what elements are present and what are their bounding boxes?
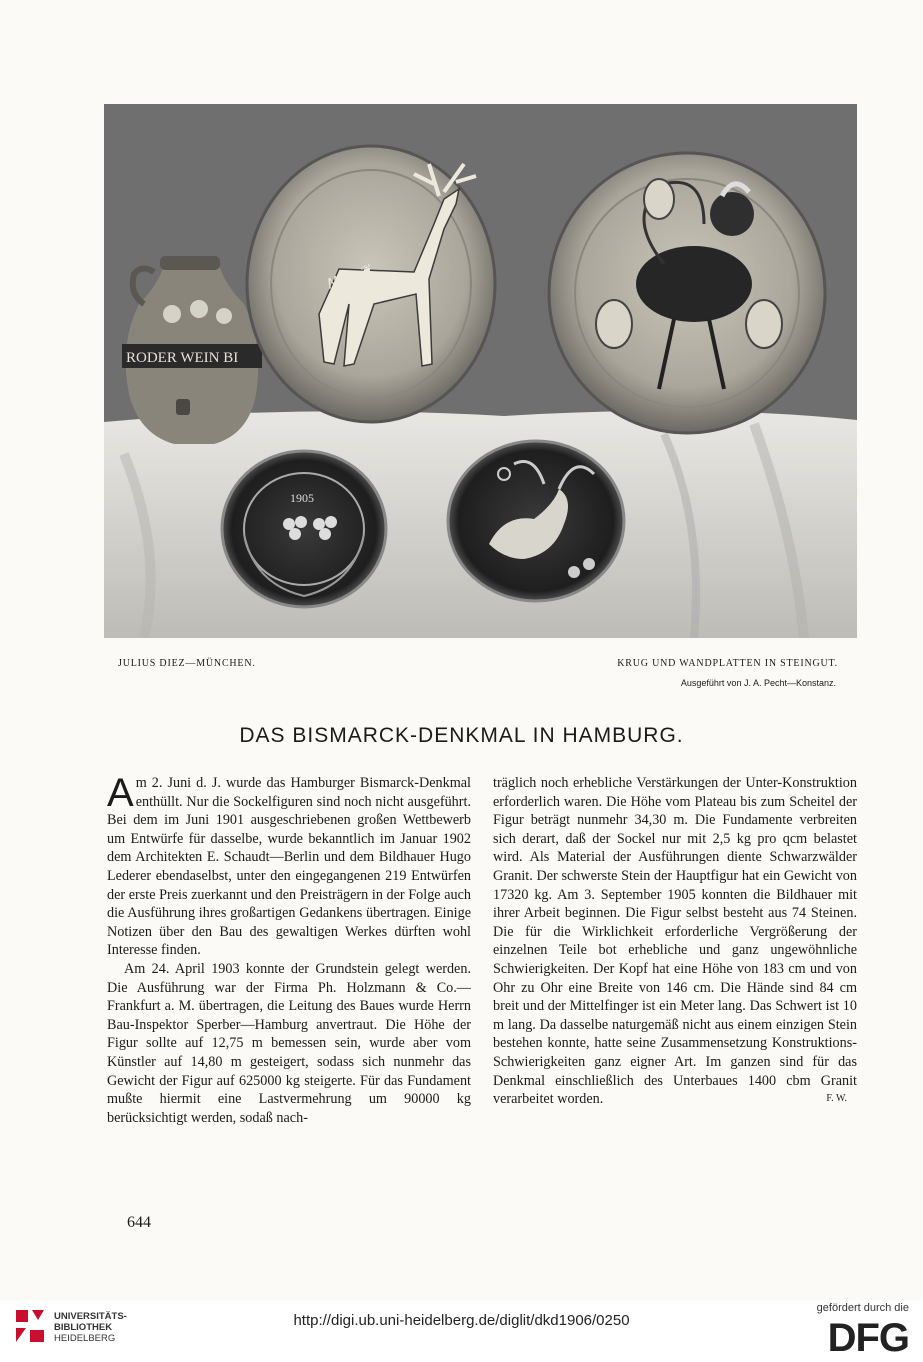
drop-cap: A — [107, 771, 134, 815]
paragraph-text: träglich noch erhebliche Verstärkungen der Unter-Konstruktion erforderlich waren. Die Höhe vom Plateau bis zum Scheitel der Figur beträgt nunmehr 34,30 m. Die Fundamente verbreiten sich derart, daß der Sockel nur mit 2,5 kg pro qcm belastet wird. Als Material der Ausführungen diente Schwarzwälder Granit. Der schwerste Stein der Hauptfigur hat ein Gewicht von 17320 kg. Am 3. September 1905 konnten die Bildhauer mit ihrer Arbeit beginnen. Die Figur selbst besteht aus 74 Steinen. Die für die Wirklichkeit erforderliche Vergrößerung der einzelnen Teile bot erhebliche und ganz ungewöhnliche Schwierigkeiten. Der Kopf hat eine Höhe von 183 cm und von Ohr zu Ohr eine Breite von 146 cm. Die Hände sind 84 cm breit und der Mittelfinger ist ein Meter lang. Das Schwert ist 10 m lang. Da dasselbe naturgemäß nicht aus einem einzigen Stein bestehen konnte, hatte seine Zusammensetzung Konstruktions-Schwierigkeiten ganz eigner Art. Im ganzen sind für das Denkmal einschließlich des Unterbaues 1400 cbm Granit verarbeitet worden. — [493, 775, 857, 1108]
dfg-logo[interactable]: DFG — [827, 1316, 909, 1360]
paragraph: Am 24. April 1903 konnte der Grundstein gelegt werden. Die Ausführung war der Firma Ph. Holzmann & Co.—Frankfurt a. M. übertragen, die Leitung des Baues wurde Herrn Bau-Inspektor Sperber—Hamburg anvertraut. Die Höhe der Figur sollte auf 12,75 m bemessen sein, wurde aber vom Künstler auf 14,80 m gesteigert, sodass sich nunmehr das Gewicht der Figur auf 625000 kg steigerte. Für das Fundament mußte hiermit eine Lastvermehrung um 90000 kg berücksichtigt werden, sodaß nach- — [107, 960, 471, 1126]
source-url-link[interactable]: http://digi.ub.uni-heidelberg.de/diglit/dkd1906/0250 — [293, 1312, 630, 1329]
paragraph — [107, 771, 471, 960]
paragraph — [493, 774, 857, 1109]
plate-year: 1905 — [290, 491, 314, 505]
grape-plate — [222, 451, 386, 607]
library-line-1: UNIVERSITÄTS- — [54, 1311, 127, 1322]
text-column-left — [107, 771, 471, 1127]
article-title: DAS BISMARCK-DENKMAL IN HAMBURG. — [239, 724, 684, 747]
stag-plate — [247, 146, 495, 422]
bird-plate — [448, 441, 624, 601]
footer-bar — [0, 1300, 923, 1362]
author-signature: F. W. — [826, 1093, 847, 1105]
library-line-3: HEIDELBERG — [54, 1333, 116, 1344]
library-line-2: BIBLIOTHEK — [54, 1322, 113, 1333]
caption-artist: JULIUS DIEZ—MÜNCHEN. — [118, 658, 256, 669]
svg-text:ꟿ ☙ ❦: ꟿ ☙ ❦ — [325, 262, 376, 293]
jug-inscription: RODER WEIN BI — [126, 350, 239, 366]
caption-title: KRUG UND WANDPLATTEN IN STEINGUT. — [617, 658, 838, 669]
sponsor-note: gefördert durch die — [816, 1302, 909, 1314]
ceramics-photograph — [104, 104, 857, 638]
page-number: 644 — [127, 1214, 151, 1231]
paragraph-text: m 2. Juni d. J. wurde das Hamburger Bismarck-Denkmal enthüllt. Nur die Sockelfiguren sind noch nicht ausgeführt. Bei dem im Juni 1901 ausgeschriebenen großen Wettbewerb um Entwürfe für dasselbe, wurde bekanntlich im Januar 1902 dem Architekten E. Schaudt—Berlin und dem Bildhauer Hugo Lederer ebendaselbst, unter den eingegangenen 219 Entwürfen der erste Preis zuerkannt und den Preisträgern in der Folge auch die Ausführung ihres großartigen Gedankens übertragen. Einige Notizen über den Bau des gewaltigen Werkes dürften wohl Interesse finden. — [107, 775, 471, 959]
rooster-plate — [549, 153, 825, 433]
text-column-right — [493, 774, 857, 1109]
caption-maker: Ausgeführt von J. A. Pecht—Konstanz. — [680, 678, 836, 688]
